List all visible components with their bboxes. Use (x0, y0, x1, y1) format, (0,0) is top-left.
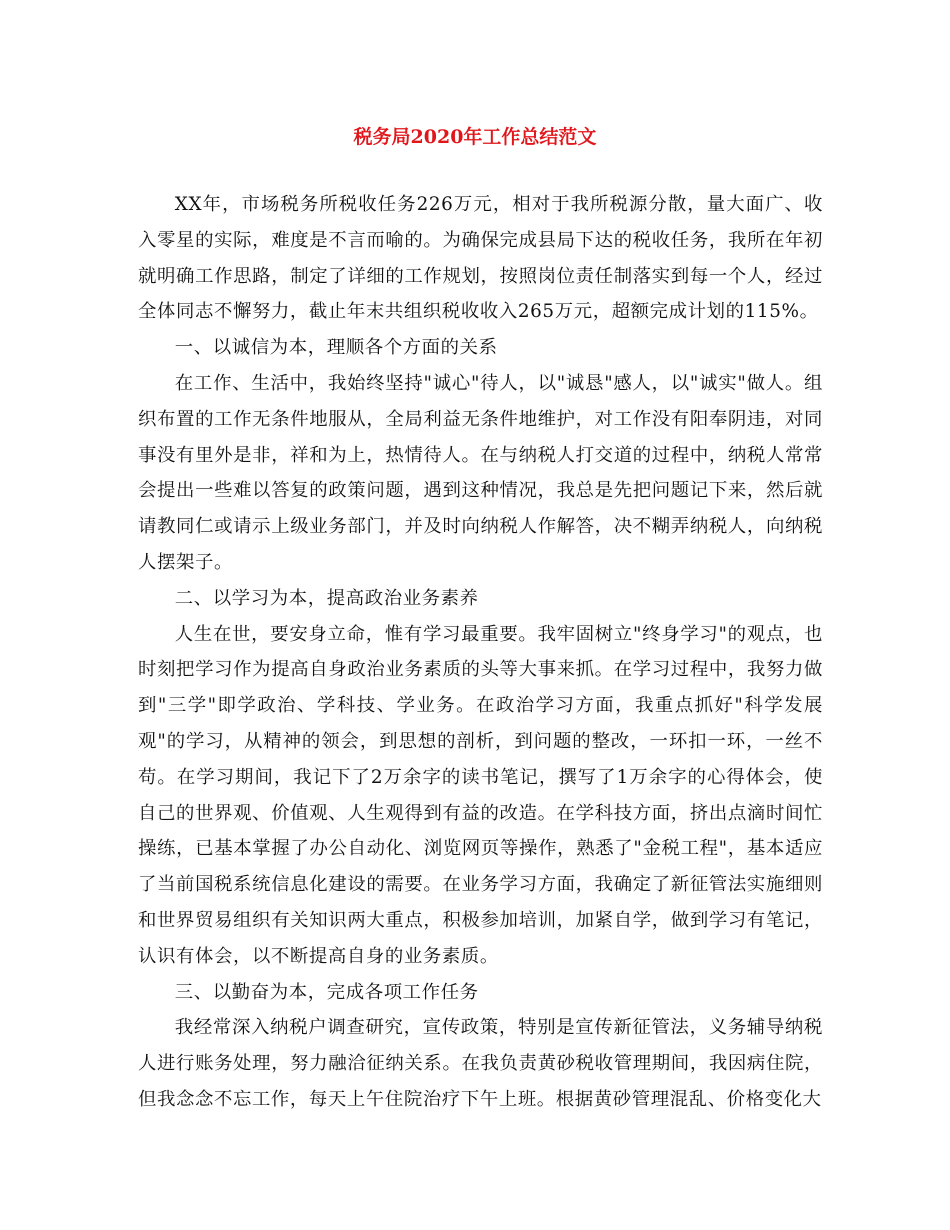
body-paragraph: 我经常深入纳税户调查研究，宣传政策，特别是宣传新征管法，义务辅导纳税人进行账务处理，努力融洽征纳关系。在我负责黄砂税收管理期间，我因病住院，但我念念不忘工作，每天上午住院治疗下午上班。根据黄砂管理混乱、价格变化大 (138, 1017, 823, 1110)
body-paragraph: XX年，市场税务所税收任务226万元，相对于我所税源分散，量大面广、收入零星的实际，难度是不言而喻的。为确保完成县局下达的税收任务，我所在年初就明确工作思路，制定了详细的工作规划，按照岗位责任制落实到每一个人，经过全体同志不懈努力，截止年末共组织税收收入265万元，超额完成计划的115%。 (138, 194, 823, 323)
body-paragraph: 在工作、生活中，我始终坚持"诚心"待人，以"诚恳"感人，以"诚实"做人。组织布置的工作无条件地服从，全局利益无条件地维护，对工作没有阳奉阴违，对同事没有里外是非，祥和为上，热情待人。在与纳税人打交道的过程中，纳税人常常会提出一些难以答复的政策问题，遇到这种情况，我总是先把问题记下来，然后就请教同仁或请示上级业务部门，并及时向纳税人作解答，决不糊弄纳税人，向纳税人摆架子。 (138, 372, 823, 573)
section-heading: 一、以诚信为本，理顺各个方面的关系 (174, 337, 498, 359)
document-body (138, 187, 823, 1118)
body-paragraph: 人生在世，要安身立命，惟有学习最重要。我牢固树立"终身学习"的观点，也时刻把学习作为提高自身政治业务素质的头等大事来抓。在学习过程中，我努力做到"三学"即学政治、学科技、学业务。在政治学习方面，我重点抓好"科学发展观"的学习，从精神的领会，到思想的剖析，到问题的整改，一环扣一环，一丝不苟。在学习期间，我记下了2万余字的读书笔记，撰写了1万余字的心得体会，使自己的世界观、价值观、人生观得到有益的改造。在学科技方面，挤出点滴时间忙操练，已基本掌握了办公自动化、浏览网页等操作，熟悉了"金税工程"，基本适应了当前国税系统信息化建设的需要。在业务学习方面，我确定了新征管法实施细则和世界贸易组织有关知识两大重点，积极参加培训，加紧自学，做到学习有笔记，认识有体会，以不断提高自身的业务素质。 (138, 623, 823, 967)
section-heading: 二、以学习为本，提高政治业务素养 (174, 587, 479, 609)
section-heading: 三、以勤奋为本，完成各项工作任务 (174, 981, 479, 1003)
document-title: 税务局2020年工作总结范文 (353, 126, 597, 148)
